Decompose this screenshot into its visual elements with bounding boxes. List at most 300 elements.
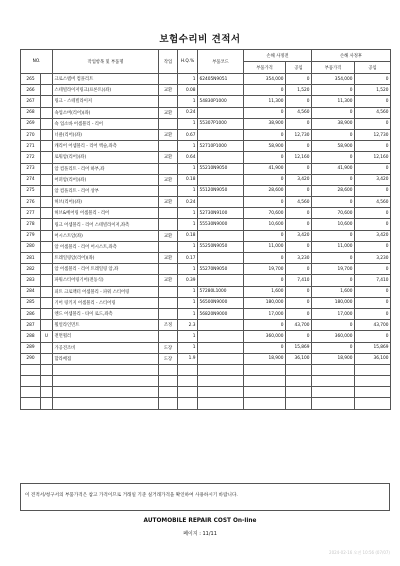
row-work: 교환: [159, 275, 178, 286]
row-work: [159, 264, 178, 275]
row-hq: 1: [178, 163, 198, 174]
row-work: 교환: [159, 174, 178, 185]
row-part-code: 55120N9050: [198, 185, 244, 196]
row-part-code: 56820N9000: [198, 308, 244, 319]
row-no: 267: [21, 96, 41, 107]
row-item-name: 쇽 업소바 어셈블리 - 리어: [53, 118, 159, 129]
empty-cell: [21, 398, 41, 409]
row-labor-before: 3,230: [286, 253, 312, 264]
row-item-name: 크로스멤버 컴플리트: [53, 74, 159, 85]
row-work: 교환: [159, 230, 178, 241]
row-labor-after: 0: [355, 141, 391, 152]
empty-cell: [198, 387, 244, 398]
row-part-price-before: 11,300: [244, 96, 286, 107]
row-item-name: 허브(리어)(좌): [53, 197, 159, 208]
row-no: 277: [21, 208, 41, 219]
row-labor-before: 0: [286, 96, 312, 107]
table-row: [21, 197, 391, 208]
row-work: [159, 331, 178, 342]
empty-cell: [159, 364, 178, 375]
table-row: [21, 107, 391, 118]
row-hq: 1: [178, 297, 198, 308]
row-item-name: 캐리어 어셈블리 - 리어 액슬,좌측: [53, 141, 159, 152]
row-hq: 0.18: [178, 174, 198, 185]
row-part-price-before: 70,600: [244, 208, 286, 219]
row-work: [159, 219, 178, 230]
empty-cell: [244, 387, 286, 398]
row-no: 272: [21, 152, 41, 163]
row-part-code: 62405N9051: [198, 74, 244, 85]
row-labor-after: 0: [355, 241, 391, 252]
row-part-code: 52710P1000: [198, 141, 244, 152]
table-row: [21, 342, 391, 353]
row-labor-after: 4,560: [355, 197, 391, 208]
row-flag: [41, 185, 53, 196]
empty-cell: [198, 364, 244, 375]
table-row: [21, 74, 391, 85]
row-part-price-after: 58,900: [312, 141, 355, 152]
row-part-price-after: 11,000: [312, 241, 355, 252]
empty-cell: [178, 364, 198, 375]
row-flag: [41, 118, 53, 129]
row-labor-after: 36,100: [355, 353, 391, 364]
empty-cell: [355, 398, 391, 409]
row-hq: 1: [178, 331, 198, 342]
table-row: [21, 275, 391, 286]
row-part-price-after: 0: [312, 342, 355, 353]
row-labor-before: 4,560: [286, 107, 312, 118]
row-part-price-before: 58,900: [244, 141, 286, 152]
row-hq: 1: [178, 342, 198, 353]
empty-cell: [178, 376, 198, 387]
table-row: [21, 219, 391, 230]
row-labor-before: 0: [286, 74, 312, 85]
empty-cell: [286, 364, 312, 375]
row-part-price-before: 1,600: [244, 286, 286, 297]
row-part-price-after: 360,000: [312, 331, 355, 342]
row-flag: [41, 174, 53, 185]
empty-cell: [41, 387, 53, 398]
row-item-name: 링크 어셈블리 - 리어 스테빌라이저,좌측: [53, 219, 159, 230]
row-labor-before: 3,420: [286, 174, 312, 185]
row-no: 271: [21, 141, 41, 152]
row-item-name: 스테빌라이저링크(프론트)(좌): [53, 85, 159, 96]
row-labor-after: 0: [355, 208, 391, 219]
row-no: 286: [21, 308, 41, 319]
header-work: 작업: [159, 50, 178, 74]
row-part-code: [198, 197, 244, 208]
table-row: [21, 241, 391, 252]
row-flag: [41, 342, 53, 353]
table-row: [21, 308, 391, 319]
row-no: 289: [21, 342, 41, 353]
row-work: [159, 241, 178, 252]
row-labor-before: 0: [286, 185, 312, 196]
row-part-price-before: 0: [244, 152, 286, 163]
row-part-code: [198, 253, 244, 264]
row-part-price-before: 28,600: [244, 185, 286, 196]
notice-box: 이 견적서/청구서의 부품가격은 참고 가격이므로 거래일 기준 실거래가격을 확인하여 사용하시기 바랍니다.: [20, 483, 390, 511]
empty-row: [21, 376, 391, 387]
table-row: [21, 208, 391, 219]
row-part-price-after: 0: [312, 197, 355, 208]
header-part-code: 부품코드: [198, 50, 244, 74]
row-part-price-after: 354,000: [312, 74, 355, 85]
page-number: 페이지 : 11/11: [183, 531, 217, 537]
row-work: [159, 297, 178, 308]
row-item-name: 휠얼라인먼트: [53, 320, 159, 331]
empty-cell: [312, 398, 355, 409]
row-labor-before: 0: [286, 163, 312, 174]
row-part-code: [198, 342, 244, 353]
row-labor-before: 12,160: [286, 152, 312, 163]
empty-cell: [312, 387, 355, 398]
row-flag: [41, 163, 53, 174]
empty-cell: [53, 364, 159, 375]
row-work: [159, 118, 178, 129]
row-flag: [41, 230, 53, 241]
empty-cell: [286, 387, 312, 398]
empty-cell: [21, 364, 41, 375]
row-part-price-after: 0: [312, 320, 355, 331]
table-row: [21, 353, 391, 364]
row-item-name: 피트 크로맥터 어셈블리 - 파워 스티어링: [53, 286, 159, 297]
row-part-code: [198, 85, 244, 96]
row-flag: [41, 107, 53, 118]
row-work: 교환: [159, 152, 178, 163]
row-part-price-after: 0: [312, 174, 355, 185]
empty-cell: [178, 387, 198, 398]
row-labor-after: 0: [355, 297, 391, 308]
print-timestamp: 2024-02-16 오전 10:56 (07/07): [329, 550, 390, 555]
row-no: 287: [21, 320, 41, 331]
empty-row: [21, 364, 391, 375]
row-work: 도장: [159, 353, 178, 364]
row-no: 266: [21, 85, 41, 96]
header-work-item: 작업항목 및 부품명: [53, 50, 159, 74]
header-part-price-after: 부품가격: [312, 62, 355, 74]
row-hq: 1: [178, 308, 198, 319]
row-part-code: 55307P1000: [198, 118, 244, 129]
row-part-code: 55210N9050: [198, 163, 244, 174]
row-part-code: 54830P1000: [198, 96, 244, 107]
header-part-price-before: 부품가격: [244, 62, 286, 74]
footer-title: AUTOMOBILE REPAIR COST On-line: [143, 518, 257, 524]
row-item-name: 전면휠러: [53, 331, 159, 342]
row-part-price-after: 41,900: [312, 163, 355, 174]
row-labor-before: 3,420: [286, 230, 312, 241]
row-flag: [41, 219, 53, 230]
row-part-price-after: 1,600: [312, 286, 355, 297]
row-flag: [41, 208, 53, 219]
empty-cell: [198, 376, 244, 387]
row-part-price-after: 180,000: [312, 297, 355, 308]
empty-cell: [355, 376, 391, 387]
row-work: [159, 185, 178, 196]
row-flag: [41, 320, 53, 331]
row-labor-after: 7,410: [355, 275, 391, 286]
row-work: [159, 74, 178, 85]
row-work: 교환: [159, 129, 178, 140]
empty-cell: [286, 376, 312, 387]
row-part-price-before: 354,000: [244, 74, 286, 85]
row-no: 279: [21, 230, 41, 241]
row-flag: [41, 197, 53, 208]
row-part-price-after: 28,600: [312, 185, 355, 196]
row-no: 280: [21, 241, 41, 252]
row-part-code: 55250N9050: [198, 241, 244, 252]
empty-cell: [178, 398, 198, 409]
row-part-price-before: 0: [244, 174, 286, 185]
row-work: [159, 308, 178, 319]
row-work: 교환: [159, 107, 178, 118]
row-part-code: [198, 230, 244, 241]
row-hq: 0.08: [178, 85, 198, 96]
row-hq: 1: [178, 264, 198, 275]
row-part-price-after: 11,300: [312, 96, 355, 107]
row-no: 275: [21, 185, 41, 196]
row-part-price-after: 0: [312, 85, 355, 96]
row-part-price-before: 17,000: [244, 308, 286, 319]
row-part-code: [198, 275, 244, 286]
row-item-name: 어퍼암(리어)(좌): [53, 174, 159, 185]
row-item-name: 암 컴플리트 - 리어 하부,좌: [53, 163, 159, 174]
row-hq: 0.24: [178, 197, 198, 208]
empty-cell: [355, 364, 391, 375]
row-labor-after: 15,869: [355, 342, 391, 353]
row-work: [159, 286, 178, 297]
row-labor-before: 12,730: [286, 129, 312, 140]
row-part-price-before: 180,000: [244, 297, 286, 308]
row-part-price-before: 0: [244, 230, 286, 241]
header-labor-after: 공임: [355, 62, 391, 74]
row-flag: [41, 253, 53, 264]
row-no: 282: [21, 264, 41, 275]
row-part-price-before: 0: [244, 85, 286, 96]
row-no: 283: [21, 275, 41, 286]
row-labor-before: 0: [286, 331, 312, 342]
table-row: [21, 320, 391, 331]
row-work: 교환: [159, 253, 178, 264]
table-row: [21, 230, 391, 241]
row-flag: [41, 129, 53, 140]
table-row: [21, 331, 391, 342]
row-labor-after: 3,420: [355, 174, 391, 185]
table-row: [21, 297, 391, 308]
row-hq: 0.39: [178, 275, 198, 286]
empty-cell: [21, 376, 41, 387]
table-row: [21, 152, 391, 163]
row-item-name: 너클(리어)(좌): [53, 129, 159, 140]
row-hq: 1: [178, 219, 198, 230]
row-part-price-before: 38,900: [244, 118, 286, 129]
row-labor-before: 36,100: [286, 353, 312, 364]
empty-cell: [159, 398, 178, 409]
row-work: [159, 141, 178, 152]
row-part-price-before: 0: [244, 197, 286, 208]
row-no: 276: [21, 197, 41, 208]
row-no: 285: [21, 297, 41, 308]
empty-cell: [53, 398, 159, 409]
row-hq: 1: [178, 241, 198, 252]
row-part-code: [198, 107, 244, 118]
row-no: 290: [21, 353, 41, 364]
row-labor-before: 4,560: [286, 197, 312, 208]
row-work: 조정: [159, 320, 178, 331]
row-labor-after: 0: [355, 185, 391, 196]
estimate-table: [20, 49, 391, 410]
empty-cell: [41, 376, 53, 387]
table-row: [21, 85, 391, 96]
table-row: [21, 174, 391, 185]
row-work: 교환: [159, 197, 178, 208]
row-hq: 0.17: [178, 253, 198, 264]
row-part-price-after: 0: [312, 152, 355, 163]
row-hq: 2.3: [178, 320, 198, 331]
row-no: 269: [21, 118, 41, 129]
empty-cell: [41, 398, 53, 409]
empty-cell: [159, 376, 178, 387]
row-hq: 0.67: [178, 129, 198, 140]
row-part-price-before: 0: [244, 129, 286, 140]
empty-cell: [244, 376, 286, 387]
empty-cell: [198, 398, 244, 409]
row-part-price-after: 0: [312, 107, 355, 118]
row-hq: 1: [178, 96, 198, 107]
row-hq: 1: [178, 185, 198, 196]
row-part-price-after: 18,900: [312, 353, 355, 364]
row-part-price-after: 19,700: [312, 264, 355, 275]
row-no: 273: [21, 163, 41, 174]
row-item-name: 기어 링키지 어셈블리 - 스티어링: [53, 297, 159, 308]
row-item-name: 암 어셈블리 - 리어 어시스트,좌측: [53, 241, 159, 252]
row-part-price-after: 0: [312, 275, 355, 286]
row-labor-before: 7,410: [286, 275, 312, 286]
row-flag: [41, 96, 53, 107]
row-labor-after: 1,520: [355, 85, 391, 96]
table-row: [21, 163, 391, 174]
row-part-price-before: 0: [244, 275, 286, 286]
row-part-price-after: 17,000: [312, 308, 355, 319]
row-part-code: 55270N9050: [198, 264, 244, 275]
row-item-name: 링크 - 스테빌라이저: [53, 96, 159, 107]
row-flag: [41, 286, 53, 297]
row-item-name: 트레일링암(리어)(좌): [53, 253, 159, 264]
row-part-price-after: 38,900: [312, 118, 355, 129]
row-labor-before: 0: [286, 241, 312, 252]
row-labor-after: 0: [355, 308, 391, 319]
row-part-price-after: 70,600: [312, 208, 355, 219]
header-after-assessment: 손해 사정후: [312, 50, 391, 62]
header-hq: H.Q.%: [178, 50, 198, 74]
row-no: 288: [21, 331, 41, 342]
row-labor-before: 0: [286, 308, 312, 319]
row-part-price-after: 0: [312, 129, 355, 140]
row-labor-after: 12,160: [355, 152, 391, 163]
row-labor-before: 43,700: [286, 320, 312, 331]
row-item-name: 허브&베어링 어셈블리 - 리어: [53, 208, 159, 219]
row-labor-before: 0: [286, 208, 312, 219]
row-item-name: 엔드 어셈블리 - 타이 로드,좌측: [53, 308, 159, 319]
row-flag: [41, 241, 53, 252]
empty-cell: [41, 364, 53, 375]
row-labor-after: 0: [355, 163, 391, 174]
row-flag: [41, 297, 53, 308]
row-labor-before: 0: [286, 141, 312, 152]
row-hq: 1: [178, 74, 198, 85]
row-labor-before: 0: [286, 286, 312, 297]
row-item-name: 합라배접: [53, 353, 159, 364]
row-part-code: [198, 331, 244, 342]
row-item-name: 로워암(리어)(좌): [53, 152, 159, 163]
row-part-price-before: 360,000: [244, 331, 286, 342]
row-part-code: [198, 174, 244, 185]
row-work: 교환: [159, 85, 178, 96]
row-part-price-before: 11,000: [244, 241, 286, 252]
table-row: [21, 286, 391, 297]
row-labor-after: 12,730: [355, 129, 391, 140]
row-part-price-before: 18,900: [244, 353, 286, 364]
row-labor-after: 0: [355, 118, 391, 129]
row-part-price-before: 10,600: [244, 219, 286, 230]
row-part-price-before: 41,900: [244, 163, 286, 174]
empty-cell: [53, 387, 159, 398]
header-labor-before: 공임: [286, 62, 312, 74]
empty-cell: [355, 387, 391, 398]
row-item-name: 속업소버(리어)(좌): [53, 107, 159, 118]
row-flag: [41, 353, 53, 364]
row-no: 274: [21, 174, 41, 185]
empty-cell: [53, 376, 159, 387]
row-no: 265: [21, 74, 41, 85]
row-part-code: 57280L1000: [198, 286, 244, 297]
row-part-price-before: 0: [244, 253, 286, 264]
row-labor-after: 43,700: [355, 320, 391, 331]
row-no: 281: [21, 253, 41, 264]
row-hq: 0.64: [178, 152, 198, 163]
row-hq: 0.24: [178, 107, 198, 118]
row-part-price-before: 0: [244, 107, 286, 118]
row-part-price-before: 0: [244, 342, 286, 353]
empty-cell: [286, 398, 312, 409]
row-hq: 1: [178, 286, 198, 297]
table-row: [21, 141, 391, 152]
row-flag: [41, 74, 53, 85]
header-no: NO.: [21, 50, 53, 74]
row-item-name: 암 어셈블리 - 리어 트레일링 암,좌: [53, 264, 159, 275]
row-part-price-before: 0: [244, 320, 286, 331]
row-flag: U: [41, 331, 53, 342]
row-labor-after: 3,230: [355, 253, 391, 264]
row-part-code: [198, 152, 244, 163]
row-hq: 1: [178, 208, 198, 219]
row-labor-before: 0: [286, 118, 312, 129]
empty-row: [21, 387, 391, 398]
row-part-code: [198, 353, 244, 364]
row-part-code: [198, 129, 244, 140]
table-row: [21, 118, 391, 129]
row-part-price-after: 0: [312, 253, 355, 264]
row-labor-after: 0: [355, 219, 391, 230]
empty-cell: [312, 364, 355, 375]
table-body: [21, 74, 391, 410]
row-labor-before: 15,869: [286, 342, 312, 353]
row-flag: [41, 264, 53, 275]
row-work: [159, 96, 178, 107]
row-flag: [41, 85, 53, 96]
row-hq: 1.9: [178, 353, 198, 364]
empty-cell: [21, 387, 41, 398]
